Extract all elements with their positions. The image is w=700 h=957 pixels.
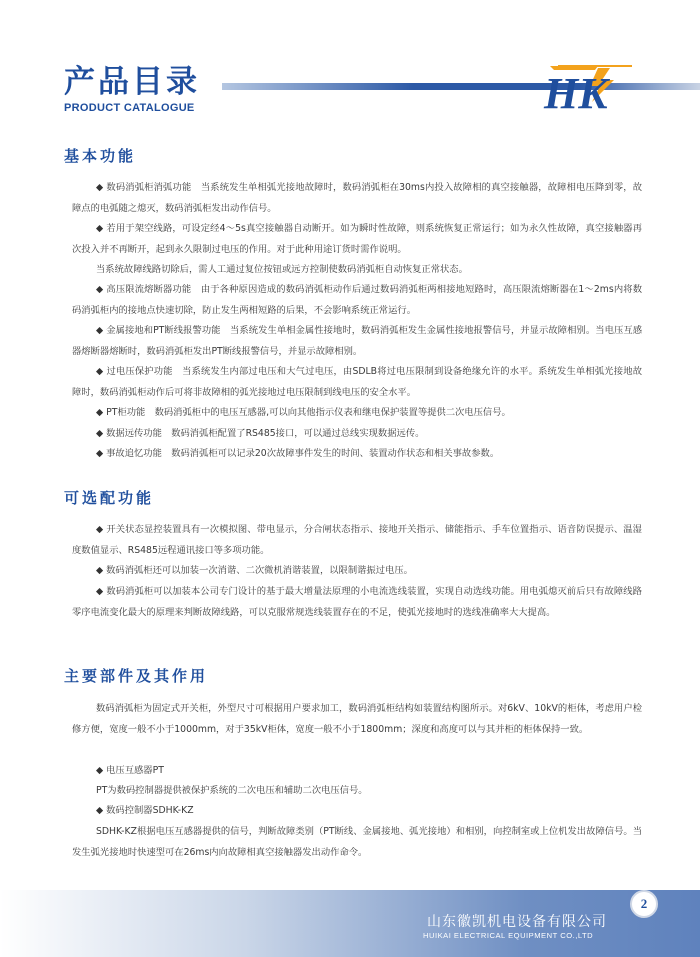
basic-item-pt-alarm: ◆ 金属接地和PT断线报警功能 当系统发生单相金属性接地时，数码消弧柜发生金属性接地报警信号，并显示故障相别。当电压互感器熔断器熔断时，数码消弧柜发出PT断线报警信号，并显示故障相别。 [72,321,642,362]
basic-item-reset: 当系统故障线路切除后，需人工通过复位按钮或远方控制使数码消弧柜自动恢复正常状态。 [96,264,468,275]
optional-item-switch-display: ◆ 开关状态显控装置具有一次模拟图、带电显示，分合闸状态指示、接地开关指示、储能指示、手车位置指示、语音防误提示、温湿度数值显示、RS485远程通讯接口等多项功能。 [72,520,642,561]
basic-item-event-recall: ◆ 事故追忆功能 数码消弧柜可以记录20次故障事件发生的时间、装置动作状态和相关事故参数。 [72,444,642,465]
page-number: 2 [630,890,658,918]
basic-item-overvoltage: ◆ 过电压保护功能 当系统发生内部过电压和大气过电压，由SDLB将过电压限制到设备绝缘允许的水平。系统发生单相弧光接地故障时，数码消弧柜动作后可将非故障相的弧光接地过电压限制到线电压的安全水平。 [72,362,642,403]
section-title-components: 主要部件及其作用 [64,667,209,685]
section-title-basic: 基本功能 [64,147,137,165]
section-title-optional: 可选配功能 [64,489,155,507]
components-cabinet-desc: 数码消弧柜为固定式开关柜，外型尺寸可根据用户要求加工，数码消弧柜结构如装置结构图所示。对6kV、10kV的柜体，考虑用户检修方便，宽度一般不小于1000mm，对于35kV柜体，宽度一般不小于1800mm；深度和高度可以与其并柜的柜体保持一致。 [72,703,642,735]
components-item-controller: ◆ 数码控制器SDHK-KZ [72,801,642,822]
optional-item-line-selection: ◆ 数码消弧柜可以加装本公司专门设计的基于最大增量法原理的小电流选线装置，实现自动选线功能。用电弧熄灭前后只有故障线路零序电流变化最大的原理来判断故障线路，可以克服常规选线装置存在的不足，使弧光接地时的选线准确率大大提高。 [72,582,642,623]
components-item-pt: ◆ 电压互感器PT [72,761,642,782]
optional-item-harmonic: ◆ 数码消弧柜还可以加装一次消谐、二次微机消谐装置，以限制谐振过电压。 [72,561,642,582]
basic-item-pt-cabinet: ◆ PT柜功能 数码消弧柜中的电压互感器,可以向其他指示仪表和继电保护装置等提供二次电压信号。 [72,403,642,424]
basic-item-arc-suppression: ◆ 数码消弧柜消弧功能 当系统发生单相弧光接地故障时，数码消弧柜在30ms内投入故障相的真空接触器，故障相电压降到零，故障点的电弧随之熄灭，数码消弧柜发出动作信号。 [72,178,642,219]
basic-item-fuse: ◆ 高压限流熔断器功能 由于各种原因造成的数码消弧柜动作后通过数码消弧柜两相接地短路时，高压限流熔断器在1～2ms内将数码消弧柜内的接地点快速切除，防止发生两相短路的后果，不会影响系统正常运行。 [72,280,642,321]
components-pt-desc: PT为数码控制器提供被保护系统的二次电压和辅助二次电压信号。 [96,785,368,796]
company-logo [540,62,640,112]
hk-logo-icon [540,62,640,112]
page-subtitle: PRODUCT CATALOGUE [64,102,195,114]
footer-company-en: HUIKAI ELECTRICAL EQUIPMENT CO.,LTD [423,931,594,940]
footer-company-cn: 山东徽凯机电设备有限公司 [427,914,607,930]
logo-text: HK [544,69,608,112]
components-controller-desc: SDHK-KZ根据电压互感器提供的信号，判断故障类别（PT断线、金属接地、弧光接地）和相别，向控制室或上位机发出故障信号。当发生弧光接地时快速型可在26ms内向故障相真空接触器发出动作命令。 [72,826,642,858]
basic-item-remote-data: ◆ 数据远传功能 数码消弧柜配置了RS485接口，可以通过总线实现数据远传。 [72,424,642,445]
page-title: 产品目录 [64,64,200,100]
basic-item-overhead-line: ◆ 若用于架空线路，可设定经4～5s真空接触器自动断开。如为瞬时性故障，则系统恢复正常运行；如为永久性故障，真空接触器再次投入并不再断开，起到永久限制过电压的作用。对于此种用途订货时需作说明。 [72,219,642,260]
